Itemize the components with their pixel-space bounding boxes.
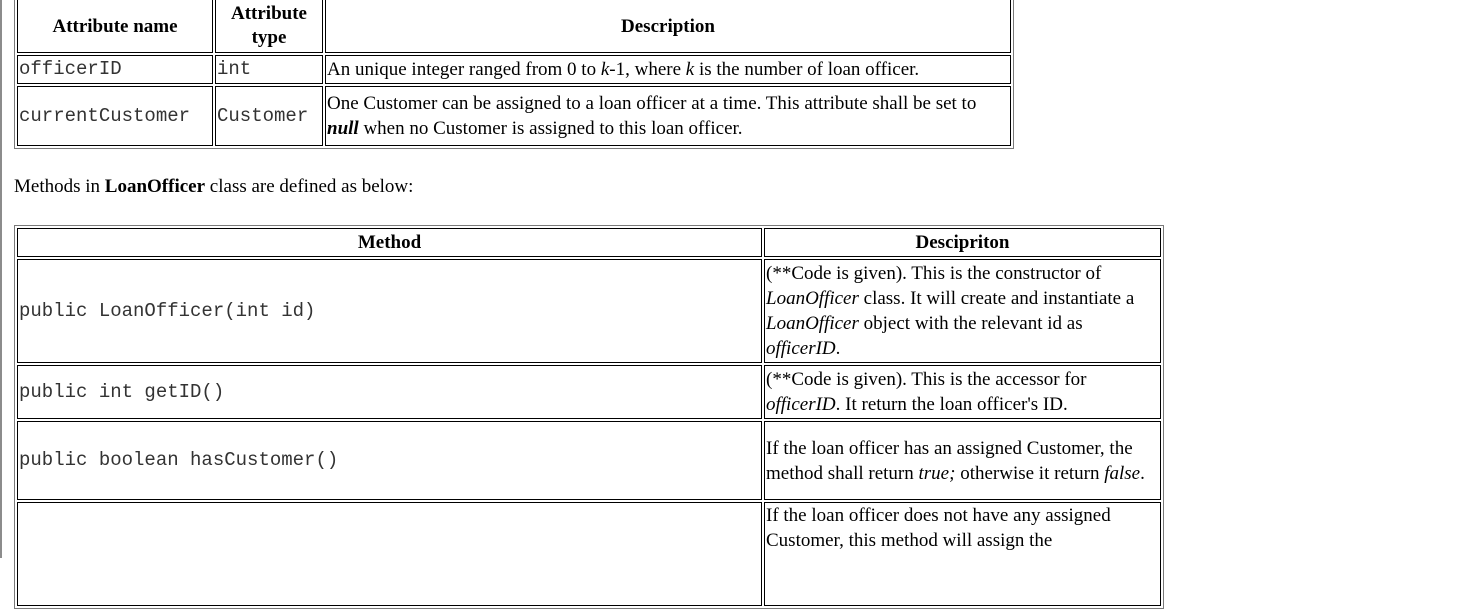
class-name: LoanOfficer [104, 176, 206, 197]
method-description-cell: If the loan officer has an assigned Customer, the method shall return true; otherwise it return false. [764, 421, 1161, 500]
method-signature-cell: public boolean hasCustomer() [17, 421, 762, 500]
header-attribute-type [215, 0, 323, 53]
table-row [17, 55, 1011, 84]
attributes-header-row [17, 0, 1011, 53]
method-description-cell: (**Code is given). This is the constructor of LoanOfficer class. It will create and instantiate a LoanOfficer object with the relevant id as officerID. [764, 259, 1161, 363]
attribute-name-cell: currentCustomer [17, 86, 213, 146]
left-border-rule [0, 0, 2, 558]
table-row [17, 259, 1161, 363]
methods-table [14, 225, 1164, 609]
method-signature-cell [17, 502, 762, 606]
header-description: Description [325, 0, 1011, 53]
header-method: Method [17, 228, 762, 257]
methods-intro-text: Methods in LoanOfficer class are defined as below: [14, 176, 414, 197]
table-row [17, 86, 1011, 146]
attribute-type-cell: int [215, 55, 323, 84]
attribute-description-cell: An unique integer ranged from 0 to k-1, where k is the number of loan officer. [325, 55, 1011, 84]
table-row [17, 502, 1161, 606]
method-signature-cell: public LoanOfficer(int id) [17, 259, 762, 363]
table-row [17, 421, 1161, 500]
method-description-cell: If the loan officer does not have any assigned Customer, this method will assign the [764, 502, 1161, 606]
header-attribute-name: Attribute name [17, 0, 213, 53]
attribute-name-cell: officerID [17, 55, 213, 84]
header-attribute-type-line1: Attribute [231, 3, 307, 24]
attributes-table [14, 0, 1014, 149]
attribute-description-cell: One Customer can be assigned to a loan officer at a time. This attribute shall be set to null when no Customer is assigned to this loan officer. [325, 86, 1011, 146]
header-description: Descipriton [764, 228, 1161, 257]
table-row [17, 365, 1161, 419]
methods-header-row [17, 228, 1161, 257]
header-attribute-type-line2: type [251, 27, 287, 48]
attribute-type-cell: Customer [215, 86, 323, 146]
method-signature-cell: public int getID() [17, 365, 762, 419]
method-description-cell: (**Code is given). This is the accessor for officerID. It return the loan officer's ID. [764, 365, 1161, 419]
